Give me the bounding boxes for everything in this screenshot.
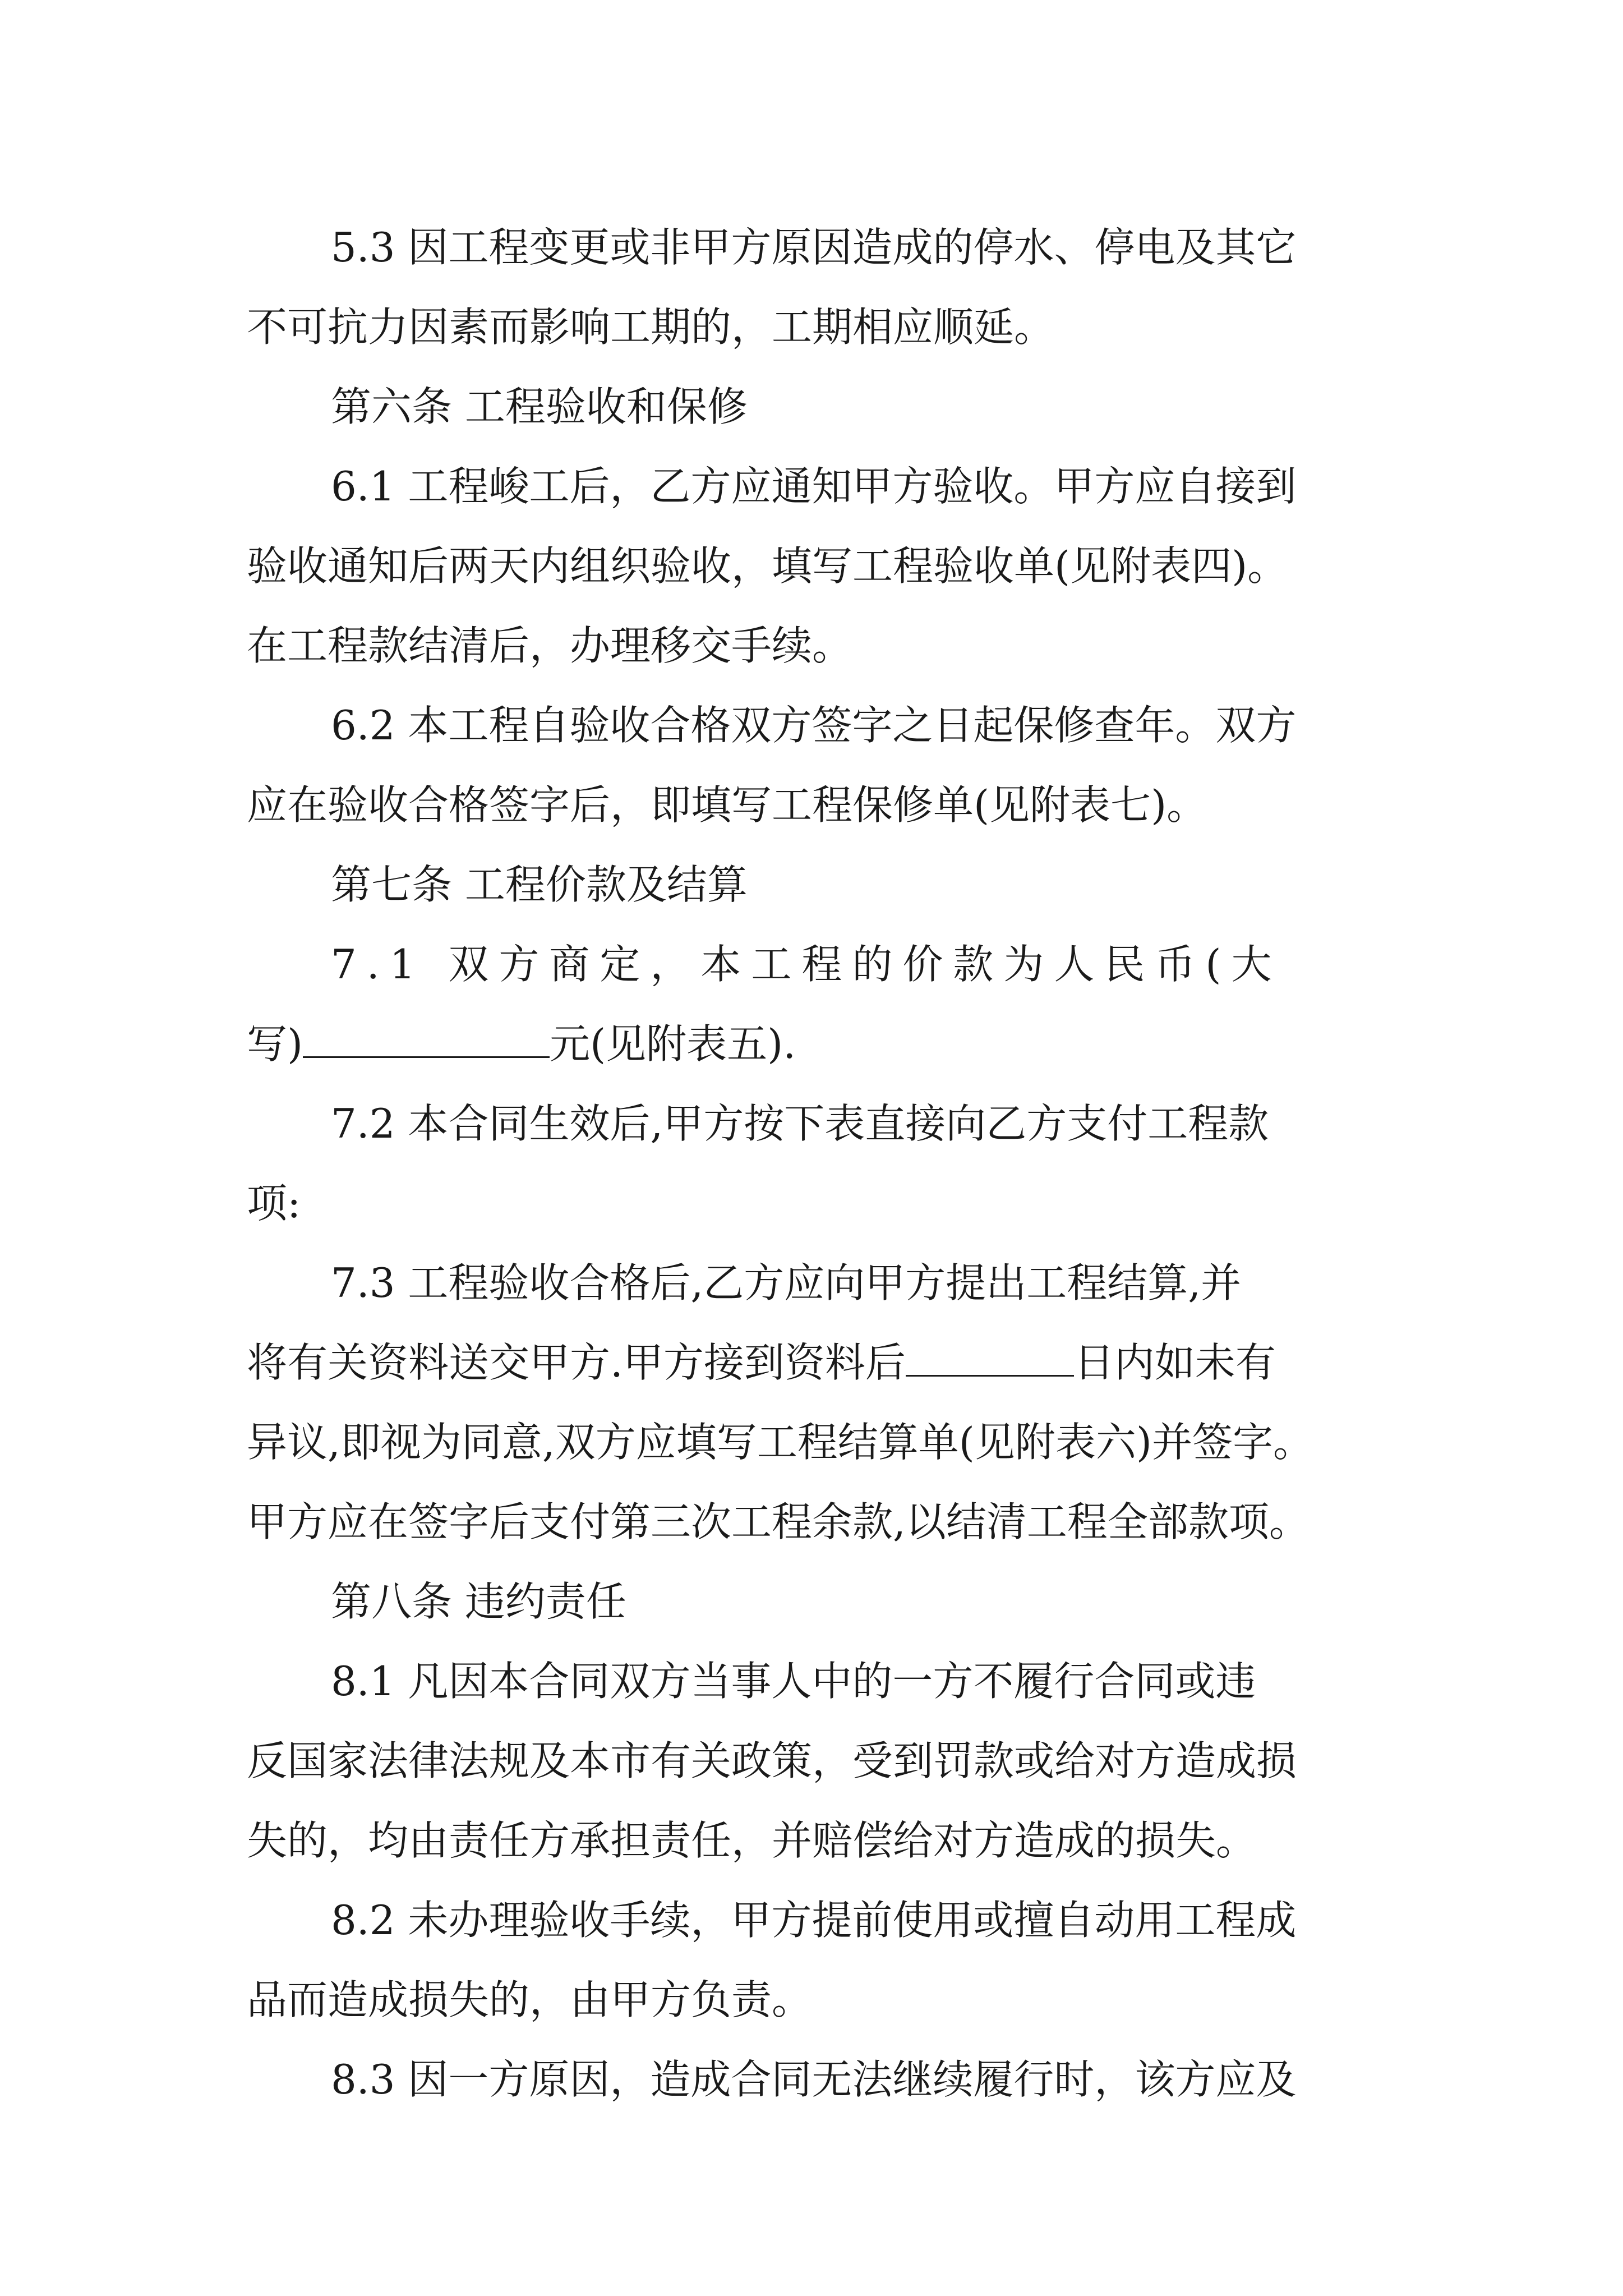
paragraph-8-2-line-2: 品而造成损失的，由甲方负责。 [247, 1976, 813, 2023]
paragraph-7-2-line-1: 7.2 本合同生效后,甲方按下表直接向乙方支付工程款 [331, 1100, 1269, 1147]
paragraph-6-1-line-1: 6.1 工程峻工后，乙方应通知甲方验收。甲方应自接到 [331, 463, 1297, 510]
paragraph-7-3-line-3: 异议,即视为同意,双方应填写工程结算单(见附表六)并签字。 [247, 1419, 1313, 1466]
paragraph-8-2-line-1: 8.2 未办理验收手续，甲方提前使用或擅自动用工程成 [331, 1897, 1297, 1944]
paragraph-6-1-line-3: 在工程款结清后，办理移交手续。 [247, 622, 853, 669]
paragraph-8-1-line-1: 8.1 凡因本合同双方当事人中的一方不履行合同或违 [331, 1658, 1256, 1705]
paragraph-6-2-line-2: 应在验收合格签字后，即填写工程保修单(见附表七)。 [247, 781, 1207, 829]
amount-blank-field [303, 1017, 550, 1058]
paragraph-7-1-text-after-blank: 元(见附表五). [550, 1020, 796, 1068]
paragraph-7-3-line-2 [247, 1323, 1385, 1402]
paragraph-7-1-line-2 [247, 1004, 1385, 1084]
paragraph-6-1-line-2: 验收通知后两天内组织验收，填写工程验收单(见附表四)。 [247, 542, 1288, 590]
paragraph-5-3-line-1: 5.3 因工程变更或非甲方原因造成的停水、停电及其它 [331, 224, 1297, 271]
paragraph-8-1-line-2: 反国家法律法规及本市有关政策，受到罚款或给对方造成损 [247, 1737, 1297, 1784]
paragraph-7-3-text-after-blank: 日内如未有 [1073, 1339, 1276, 1386]
article-6-heading: 第六条 工程验收和保修 [331, 383, 748, 430]
article-7-heading: 第七条 工程价款及结算 [331, 861, 748, 908]
paragraph-5-3-line-2: 不可抗力因素而影响工期的，工期相应顺延。 [247, 303, 1055, 351]
paragraph-6-2-line-1: 6.2 本工程自验收合格双方签字之日起保修查年。双方 [331, 702, 1297, 749]
days-blank-field [906, 1336, 1074, 1377]
paragraph-7-3-line-4: 甲方应在签字后支付第三次工程余款,以结清工程全部款项。 [247, 1498, 1310, 1545]
paragraph-7-3-line-1: 7.3 工程验收合格后,乙方应向甲方提出工程结算,并 [331, 1259, 1242, 1306]
paragraph-8-1-line-3: 失的，均由责任方承担责任，并赔偿给对方造成的损失。 [247, 1817, 1257, 1864]
document-body [247, 208, 1385, 2119]
paragraph-7-1-text-before-blank: 写) [247, 1020, 303, 1068]
article-8-heading: 第八条 违约责任 [331, 1578, 626, 1625]
paragraph-7-2-line-2: 项: [247, 1180, 301, 1227]
paragraph-7-1-line-1: 7.1 双方商定，本工程的价款为人民币(大 [331, 941, 1282, 988]
paragraph-8-3-line-1: 8.3 因一方原因，造成合同无法继续履行时，该方应及 [331, 2056, 1297, 2103]
paragraph-7-3-text-before-blank: 将有关资料送交甲方.甲方接到资料后 [247, 1339, 906, 1386]
